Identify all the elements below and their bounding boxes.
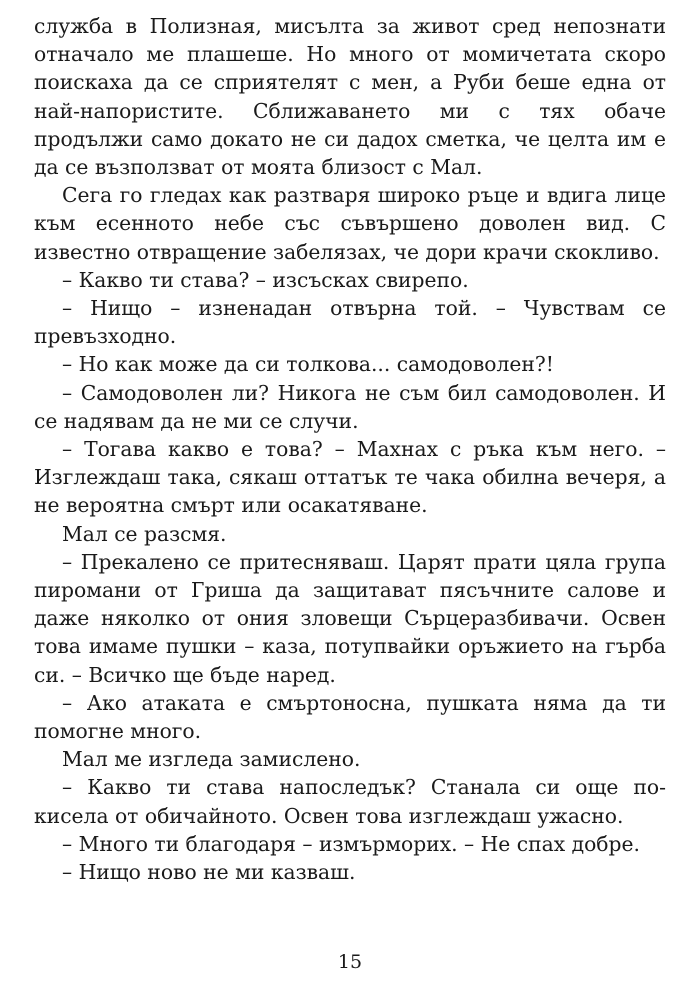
paragraph: Сега го гледах как разтваря широко ръце и вдига лице към есенното небе със съвършено доволен вид. С известно отвращение забелязах, че дори крачи скокливо. — [34, 183, 666, 264]
paragraph: – Самодоволен ли? Никога не съм бил самодоволен. И се надявам да не ми се случи. — [34, 380, 666, 433]
paragraph: – Какво ти става напоследък? Станала си още по-кисела от обичайното. Освен това изглеждаш ужасно. — [34, 775, 666, 828]
paragraph: – Нищо – изненадан отвърна той. – Чувствам се превъзходно. — [34, 296, 666, 349]
paragraph: служба в Полизная, мисълта за живот сред непознати отначало ме плашеше. Но много от момичетата скоро поискаха да се сприятелят с мен, а Руби беше една от най-напористите. Сближаването ми с тях обаче продължи само докато не си дадох сметка, че целта им е да се възползват от моята близост с Мал. — [34, 14, 666, 180]
paragraph: – Ако атаката е смъртоносна, пушката няма да ти помогне много. — [34, 690, 666, 744]
paragraph: – Какво ти става? – изсъсках свирепо. — [62, 267, 469, 292]
body-text — [34, 12, 666, 886]
paragraph: Мал се разсмя. — [62, 521, 227, 546]
paragraph: – Нищо ново не ми казваш. — [62, 860, 356, 885]
page-number: 15 — [337, 951, 363, 973]
paragraph: – Много ти благодаря – измърморих. – Не спах добре. — [62, 831, 640, 856]
paragraph: Мал ме изгледа замислено. — [62, 747, 361, 772]
paragraph: – Прекалено се притесняваш. Царят прати цяла група пиромани от Гриша да защитават пясъчните салове и даже няколко от ония зловещи Сърцеразбивачи. Освен това имаме пушки – каза, потупвайки оръжието на гърба си. – Всичко ще бъде наред. — [34, 549, 666, 687]
paragraph: – Но как може да си толкова... самодоволен?! — [62, 352, 554, 377]
paragraph: – Тогава какво е това? – Махнах с ръка към него. – Изглеждаш така, сякаш оттатък те чака обилна вечеря, а не вероятна смърт или осакатяване. — [34, 437, 666, 518]
